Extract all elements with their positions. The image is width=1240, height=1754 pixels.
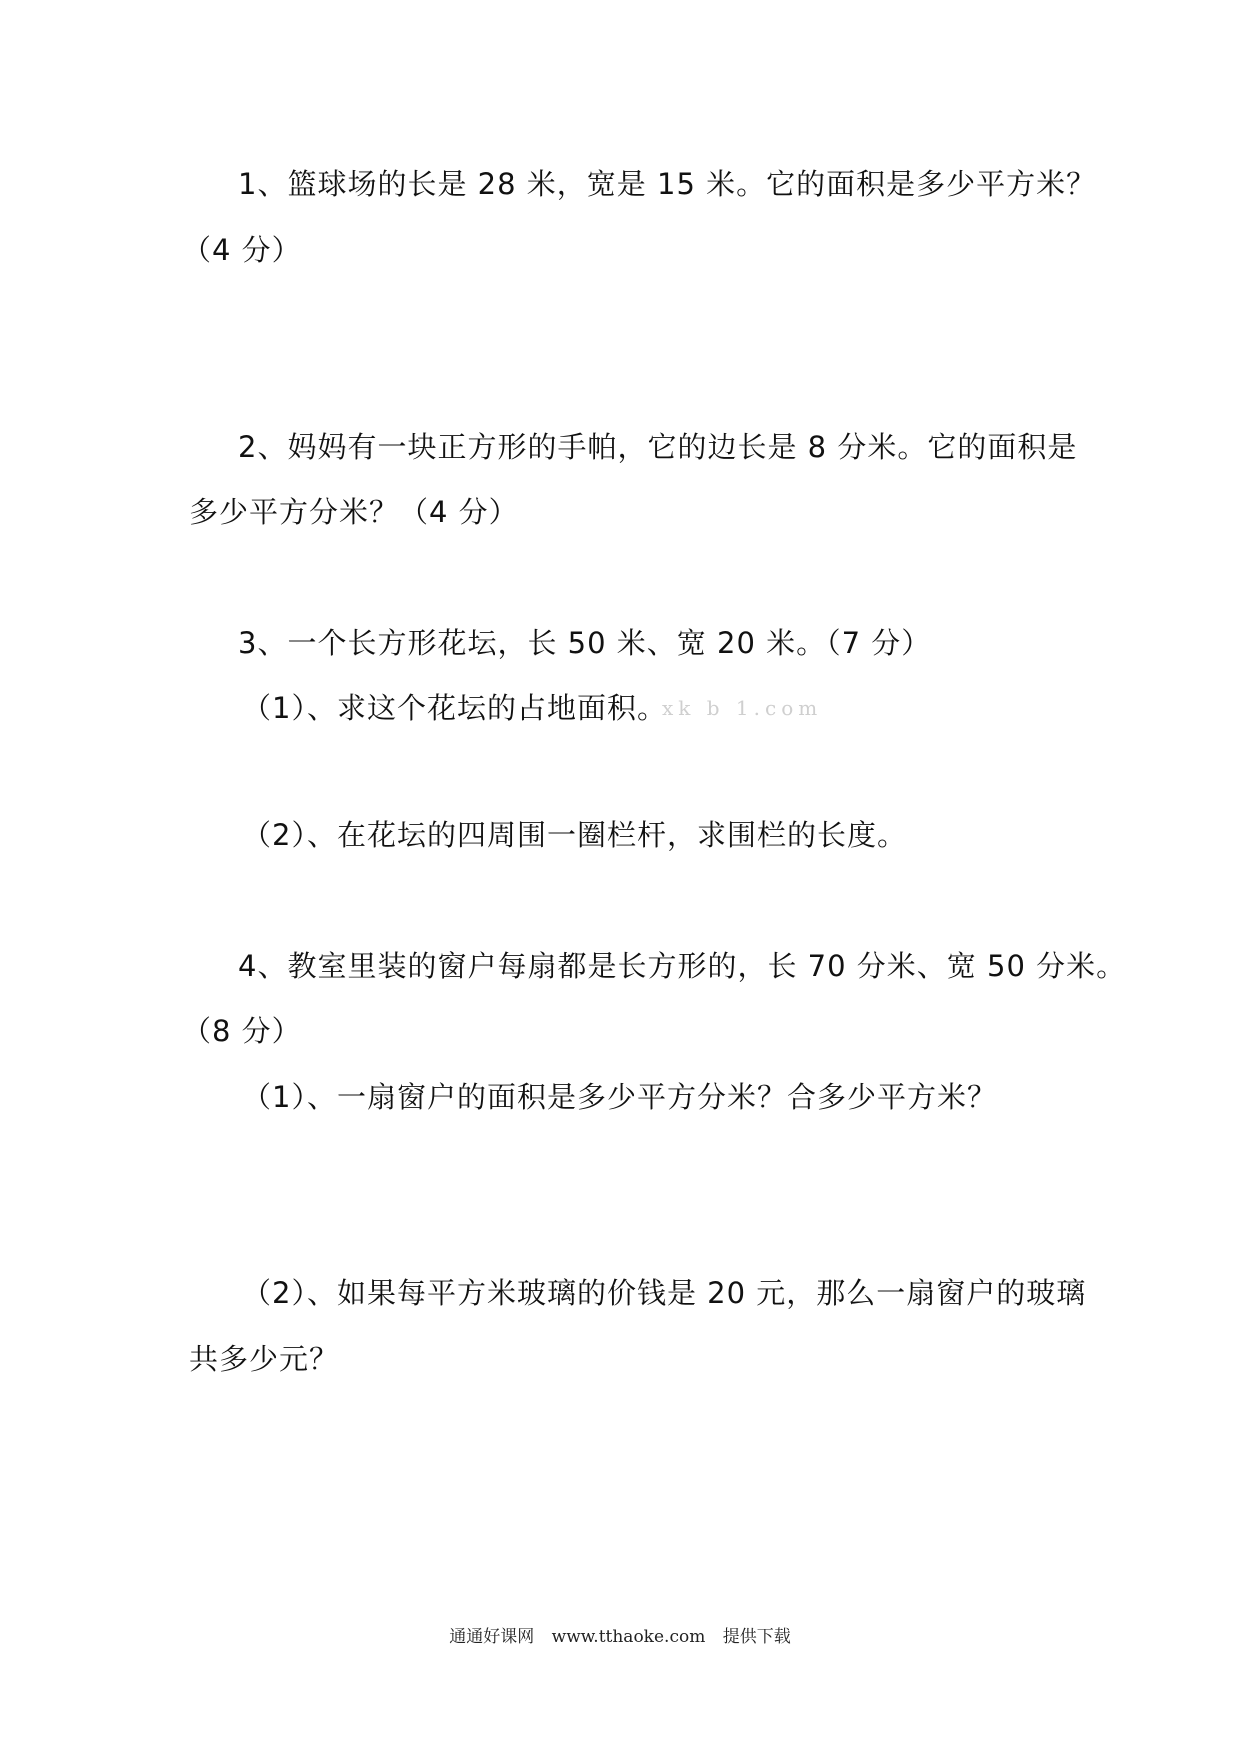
question-3-line-1: 3、一个长方形花坛，长 50 米、宽 20 米。（7 分） xyxy=(238,626,932,660)
question-2-line-2: 多少平方分米？（4 分） xyxy=(189,495,519,529)
footer-site-name: 通通好课网 xyxy=(449,1627,535,1647)
question-4-sub-2-line-1: （2）、如果每平方米玻璃的价钱是 20 元，那么一扇窗户的玻璃 xyxy=(242,1276,1087,1310)
question-4-sub-1: （1）、一扇窗户的面积是多少平方分米？合多少平方米？ xyxy=(242,1080,997,1114)
question-3-sub-1: （1）、求这个花坛的占地面积。 xyxy=(242,691,667,725)
question-1-line-1: 1、篮球场的长是 28 米，宽是 15 米。它的面积是多少平方米？ xyxy=(238,167,1097,201)
question-2-line-1: 2、妈妈有一块正方形的手帕，它的边长是 8 分米。它的面积是 xyxy=(238,430,1078,464)
question-4-sub-2-line-2: 共多少元？ xyxy=(189,1342,340,1376)
question-4-line-1: 4、教室里装的窗户每扇都是长方形的，长 70 分米、宽 50 分米。 xyxy=(238,949,1127,983)
watermark-text: xk b 1.com xyxy=(662,696,823,720)
question-1-score: （4 分） xyxy=(182,233,302,267)
footer-suffix: 提供下载 xyxy=(722,1627,791,1647)
page-footer xyxy=(0,1622,1240,1647)
question-3-sub-2: （2）、在花坛的四周围一圈栏杆，求围栏的长度。 xyxy=(242,818,907,852)
question-4-score: （8 分） xyxy=(182,1014,302,1048)
footer-url[interactable]: www.tthaoke.com xyxy=(551,1627,706,1647)
